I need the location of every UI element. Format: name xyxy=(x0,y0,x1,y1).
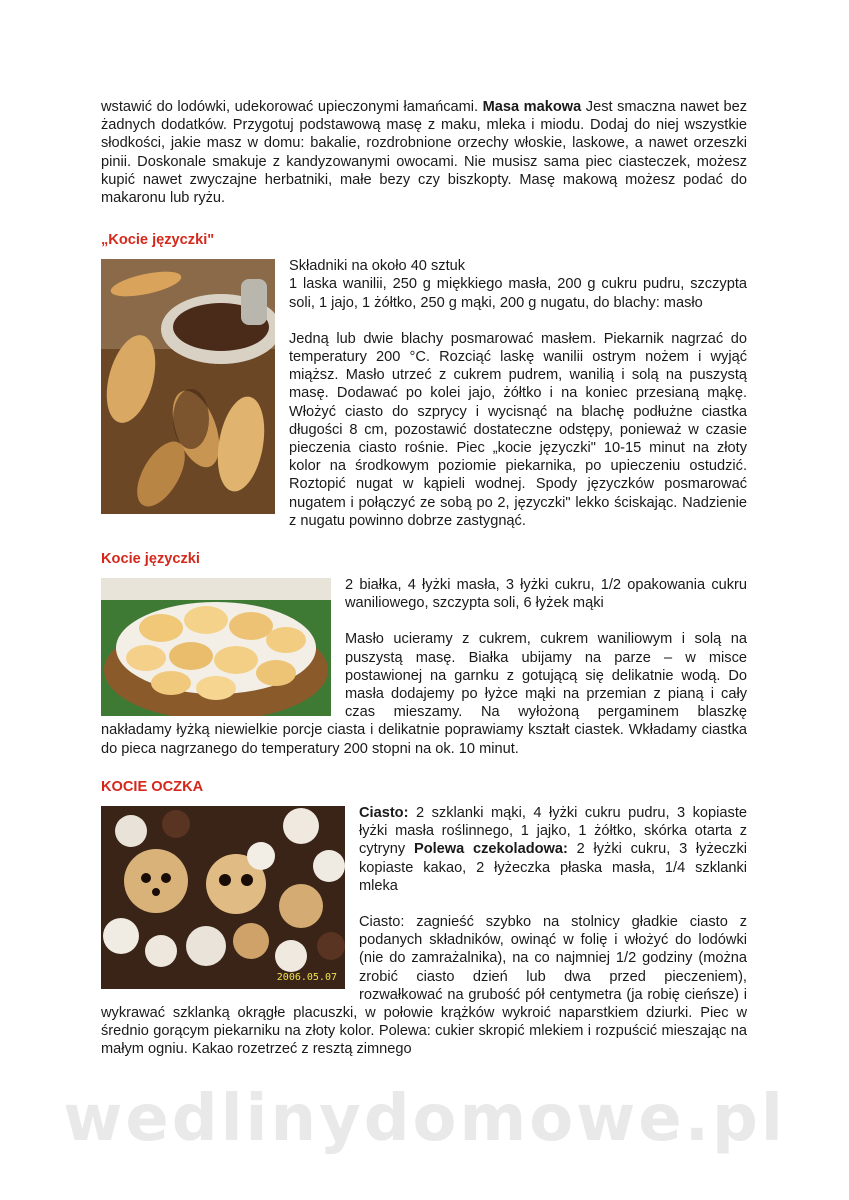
intro-paragraph: wstawić do lodówki, udekorować upieczonymi łamańcami. Masa makowa Jest smaczna nawet bez żadnych dodatków. Przygotuj podstawową masę z maku, mleka i miodu. Dodaj do niej wszystkie słodkości, jakie masz w domu: bakalie, rozdrobnione orzechy włoskie, laskowe, a nawet orzeszki pinii. Doskonale smakuje z kandyzowanymi owocami. Nie musisz sama piec ciasteczek, możesz kupić nawet zwyczajne herbatniki, małe bezy czy biszkopty. Masę makową możesz podać do makaronu lub ryżu. xyxy=(101,99,747,207)
recipe-heading: Kocie języczki xyxy=(101,551,200,568)
recipe-heading: „Kocie języczki" xyxy=(101,232,215,249)
recipe-method: Jedną lub dwie blachy posmarować masłem. Piekarnik nagrzać do temperatury 200 °C. Rozciąć laskę wanilii ostrym nożem i wyjąć miąższ. Masło utrzeć z cukrem pudrem, wanilią i solą na puszystą masę. Dodawać po kolei jajo, żółtko i na koniec przesianą mąkę. Włożyć ciasto do szprycy i wycisnąć na blachę podłużne ciastka długości 8 cm, pozostawić dostateczne odstępy, ponieważ w czasie pieczenia ciasto rośnie. Piec „kocie języczki" 10-15 minut na złoty kolor na środkowym poziomie piekarnika, po upieczeniu ostudzić. Roztopić nugat w kąpieli wodnej. Spody języczków posmarować nugatem i połączyć ze sobą po 2, języczki" lekko ściskając. Nadzienie z nugatu powinno dobrze zastygnąć. xyxy=(289,330,747,529)
cookies-basket-photo xyxy=(101,578,331,716)
cookies-nugat-photo xyxy=(101,259,275,514)
ingredients-list: Ciasto: 2 szklanki mąki, 4 łyżki cukru pudru, 3 kopiaste łyżki masła roślinnego, 1 jajko, 1 żółtko, skórka otarta z cytryny Polewa czekoladowa: 2 łyżki cukru, 3 łyżeczki kopiaste kakao, 2 łyżeczka płaska masła, 1/4 szklanki mleka xyxy=(359,804,748,894)
document-page xyxy=(101,98,747,1079)
glaze-label: Polewa czekoladowa: xyxy=(413,841,568,858)
dough-label: Ciasto: xyxy=(359,804,409,821)
cookies-eyes-photo xyxy=(101,806,345,989)
masa-makowa-label: Masa makowa xyxy=(482,99,582,115)
ingredients-title: Składniki na około 40 sztuk xyxy=(289,258,466,275)
photo-date-stamp: 2006.05.07 xyxy=(276,971,337,983)
recipe-kocie-jezyczki-1 xyxy=(101,231,747,530)
recipe-kocie-oczka xyxy=(101,778,747,1059)
ingredients-list: 2 białka, 4 łyżki masła, 3 łyżki cukru, 1/2 opakowania cukru waniliowego, szczypta soli, 6 łyżek mąki xyxy=(345,577,747,612)
recipe-method: Masło ucieramy z cukrem, cukrem waniliowym i solą na puszystą masę. Białka ubijamy na parze – w misce postawionej na garnku z gotującą się delikatnie wodą. Do masła dodajemy po łyżce mąki na przemian z pianą i cały czas mieszamy. Na wyłożoną pergaminem blaszkę nakładamy łyżką niewielkie porcje ciasta i delikatnie poprawiamy kształt ciastek. Wkładamy ciastka do pieca nagrzanego do temperatury 200 stopni na ok. 10 minut. xyxy=(101,631,747,757)
ingredients-list: 1 laska wanilii, 250 g miękkiego masła, 200 g cukru pudru, szczypta soli, 1 jajo, 1 żółtko, 250 g mąki, 200 g nugatu, do blachy: masło xyxy=(289,276,747,311)
recipe-method: Ciasto: zagnieść szybko na stolnicy gładkie ciasto z podanych składników, owinąć w folię i włożyć do lodówki (nie do zamrażalnika), na co najmniej 1/2 godziny (można zrobić ciasto dzień lub dwa przed pieczeniem), rozwałkować na grubość pół centymetra (ja robię cieńsze) i wykrawać szklanką okrągłe placuszki, w połowie krążków wykroić naparstkiem dziurki. Piec w średnio gorącym piekarniku na złoty kolor. Polewa: cukier skropić mlekiem i rozpuścić mieszając na małym ogniu. Kakao rozetrzeć z resztą zimnego xyxy=(101,913,747,1058)
recipe-kocie-jezyczki-2 xyxy=(101,550,747,758)
site-watermark: wedlinydomowe.pl xyxy=(63,1082,786,1156)
recipe-heading: KOCIE OCZKA xyxy=(101,778,204,795)
